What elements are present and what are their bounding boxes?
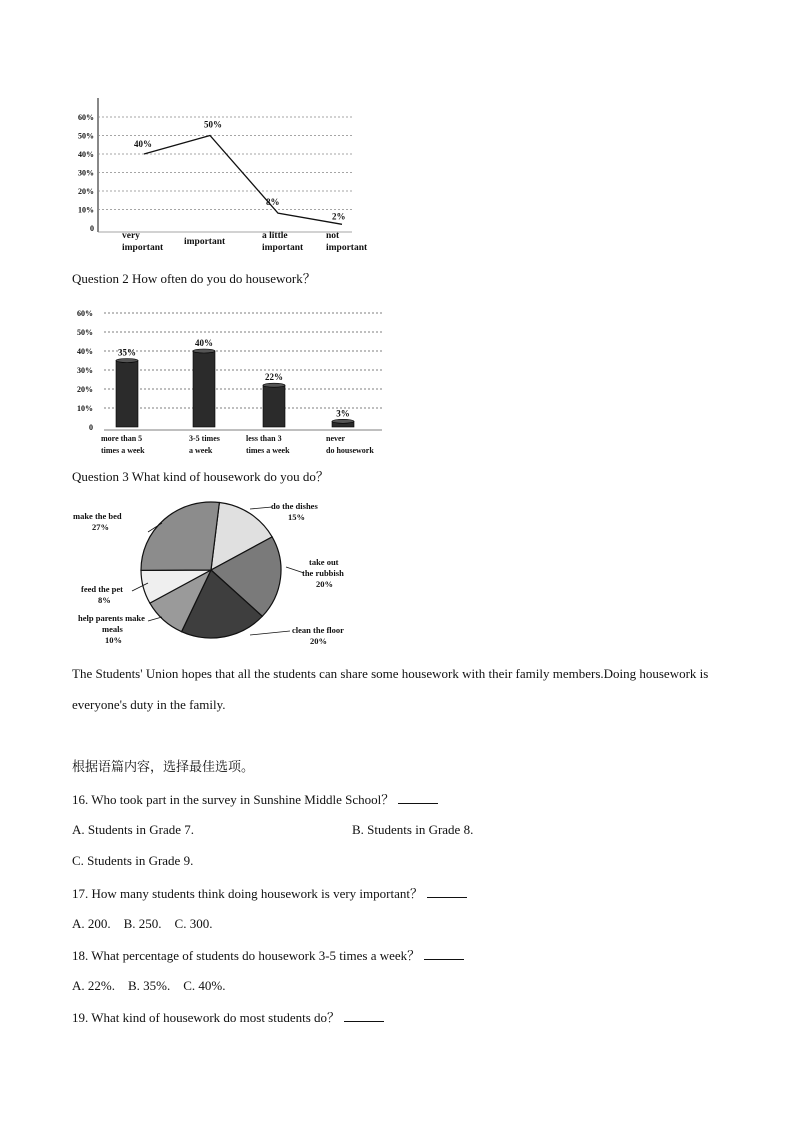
pie-label-rubbish-value: 20%: [316, 579, 333, 589]
pie-label-bed-name: make the bed: [73, 511, 122, 521]
pie-label-meals-value: 10%: [105, 635, 122, 645]
chart2-y-tick-label: 0: [89, 423, 93, 432]
chart2-bar-cap: [263, 383, 285, 387]
question2-title: Question 2 How often do you do housework？: [72, 271, 316, 286]
q16-option-c: C. Students in Grade 9.: [72, 853, 194, 868]
question-17-stem: 17. How many students think doing housework is very important？: [72, 886, 423, 901]
answer-blank-18[interactable]: [424, 947, 464, 960]
chart1-x-label: very: [122, 231, 140, 241]
frequency-bar-chart: [60, 300, 400, 460]
chart1-y-tick-label: 20%: [78, 187, 94, 196]
answer-blank-19[interactable]: [344, 1009, 384, 1022]
chart1-data-label: 2%: [332, 211, 346, 222]
pie-label-meals-name-1: help parents make: [78, 613, 145, 623]
pie-label-meals-name-2: meals: [102, 624, 123, 634]
chart1-x-label: a little: [262, 231, 288, 241]
question-19: [72, 1009, 384, 1026]
union-paragraph: The Students' Union hopes that all the students can share some housework with their family members.Doing housework is everyone's duty in the family.: [72, 666, 709, 712]
chart1-grid: [98, 98, 352, 232]
q16-option-a: A. Students in Grade 7.: [72, 822, 195, 837]
chart1-data-label: 50%: [204, 119, 222, 130]
q17-options: A. 200. B. 250. C. 300.: [72, 916, 213, 931]
chart1-y-ticks: [78, 113, 94, 233]
pie-slice: [141, 502, 219, 570]
question-16: [72, 791, 438, 808]
question-16-stem: 16. Who took part in the survey in Sunshine Middle School？: [72, 792, 395, 807]
chart2-bar-cap: [193, 349, 215, 353]
chart1-x-label: important: [262, 243, 304, 253]
pie-label-dishes-value: 15%: [288, 512, 305, 522]
chart2-y-tick-label: 40%: [77, 347, 93, 356]
chart1-y-tick-label: 60%: [78, 113, 94, 122]
pie-label-rubbish-name-1: take out: [309, 557, 339, 567]
chart2-y-tick-label: 20%: [77, 385, 93, 394]
question-18: [72, 947, 464, 964]
instruction-text: 根据语篇内容，选择最佳选项。: [72, 760, 255, 775]
chart2-x-label: 3-5 times: [189, 434, 220, 443]
chart2-y-tick-label: 10%: [77, 404, 93, 413]
chart2-x-label: less than 3: [246, 434, 282, 443]
chart2-x-labels: [101, 434, 374, 455]
chart2-x-label: times a week: [101, 446, 145, 455]
chart3-slices: [141, 502, 281, 638]
chart2-y-ticks: [77, 309, 93, 432]
pie-label-dishes-name: do the dishes: [271, 501, 318, 511]
chart2-y-tick-label: 60%: [77, 309, 93, 318]
chart2-data-label: 40%: [195, 338, 213, 348]
chart2-x-label: a week: [189, 446, 213, 455]
chart2-bar: [193, 351, 215, 427]
pie-label-floor-value: 20%: [310, 636, 327, 646]
chart1-y-tick-label: 0: [90, 224, 94, 233]
question3-title: Question 3 What kind of housework do you do？: [72, 469, 329, 484]
chart1-y-tick-label: 50%: [78, 131, 94, 141]
chart1-x-label: important: [184, 237, 226, 247]
housework-pie-chart: [60, 495, 380, 655]
chart2-bar-cap: [116, 359, 138, 363]
question-17: [72, 885, 467, 902]
chart2-x-label: more than 5: [101, 434, 143, 443]
importance-line-chart: [60, 92, 400, 262]
question-19-stem: 19. What kind of housework do most students do？: [72, 1010, 341, 1025]
chart1-x-label: important: [122, 243, 164, 253]
chart2-y-tick-label: 50%: [77, 328, 93, 337]
chart2-data-label: 35%: [118, 347, 136, 358]
answer-blank-16[interactable]: [398, 791, 438, 804]
chart1-y-tick-label: 40%: [78, 150, 94, 159]
chart2-bars: [116, 338, 354, 427]
chart1-line: [144, 136, 342, 225]
q18-options: A. 22%. B. 35%. C. 40%.: [72, 978, 226, 993]
chart1-y-tick-label: 10%: [78, 205, 94, 215]
chart2-x-label: do housework: [326, 446, 374, 455]
chart2-data-label: 3%: [336, 408, 350, 419]
chart1-x-label: not: [326, 231, 340, 241]
chart1-x-labels: [122, 231, 368, 253]
chart1-y-tick-label: 30%: [78, 168, 94, 178]
answer-blank-17[interactable]: [427, 885, 467, 898]
chart2-bar: [263, 385, 285, 427]
chart2-x-label: times a week: [246, 446, 290, 455]
chart2-y-tick-label: 30%: [77, 366, 93, 375]
chart1-data-label: 8%: [266, 197, 280, 208]
pie-label-pet-value: 8%: [98, 595, 111, 605]
chart2-bar: [116, 361, 138, 428]
chart2-bar-cap: [332, 419, 354, 423]
chart1-x-label: important: [326, 243, 368, 253]
chart1-data-label: 40%: [134, 139, 152, 149]
pie-label-pet-name: feed the pet: [81, 584, 124, 594]
question-18-stem: 18. What percentage of students do housework 3-5 times a week？: [72, 948, 421, 963]
chart2-x-label: never: [326, 434, 346, 443]
pie-label-rubbish-name-2: the rubbish: [302, 568, 344, 578]
chart2-data-label: 22%: [265, 372, 283, 383]
pie-label-bed-value: 27%: [92, 522, 109, 532]
pie-label-floor-name: clean the floor: [292, 625, 344, 635]
q16-option-b: B. Students in Grade 8.: [352, 822, 474, 837]
